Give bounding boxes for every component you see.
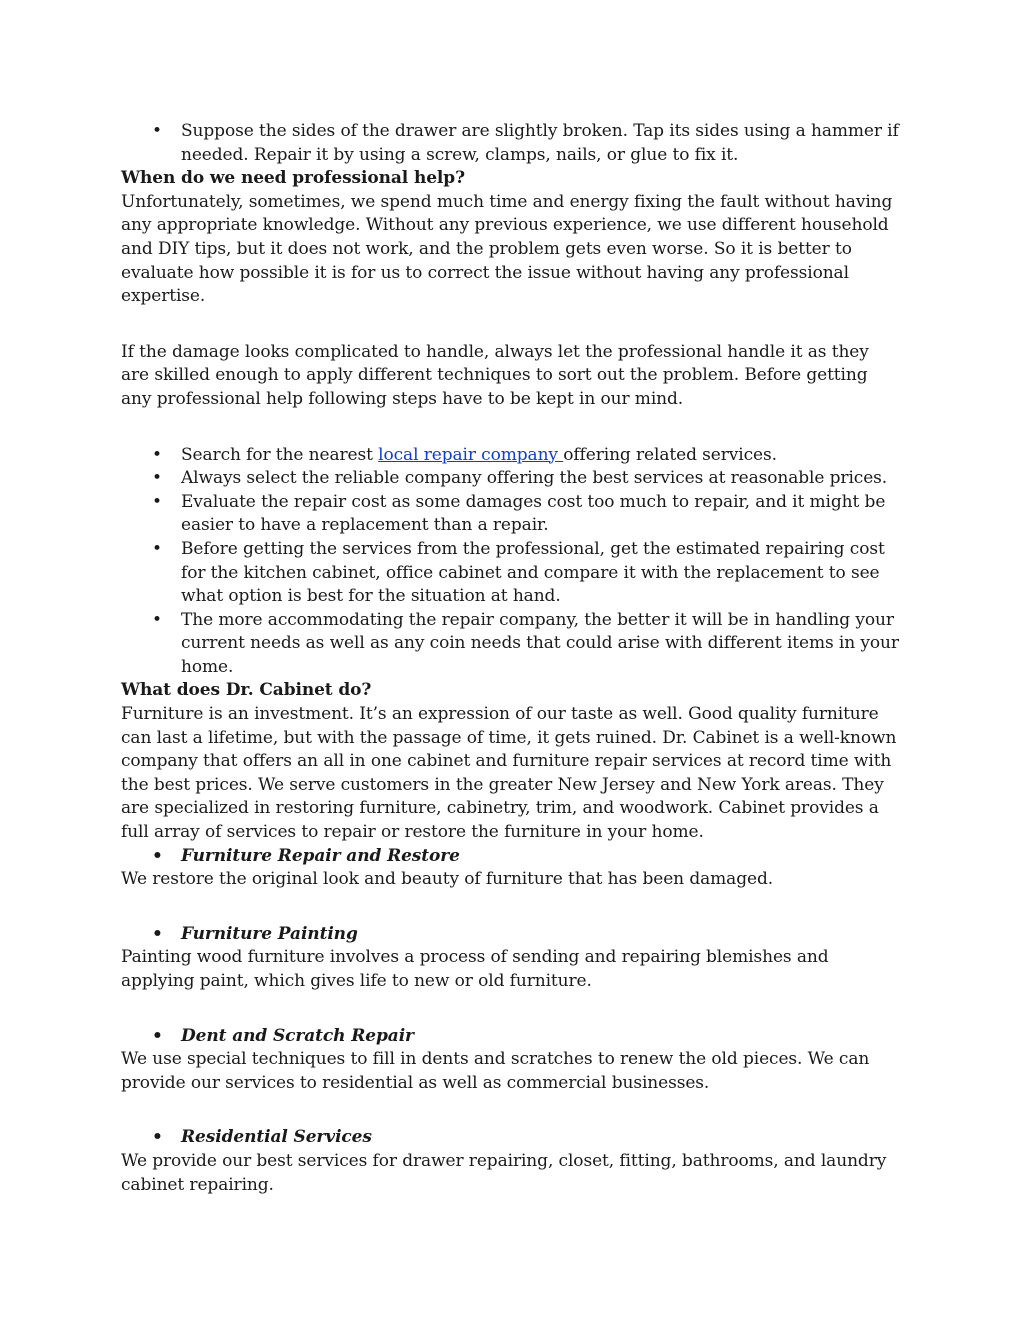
paragraph: Unfortunately, sometimes, we spend much time and energy fixing the fault without having any appropriate knowledge. Without any previous experience, we use different household and DIY tips, but it does not work, and the problem gets even worse. So it is better to evaluate how possible it is for us to correct the issue without having any professional expertise. [121,191,893,307]
list-item: • Suppose the sides of the drawer are slightly broken. Tap its sides using a hammer if needed. Repair it by using a screw, clamps, nails, or glue to fix it. [121,120,901,167]
list-item-search [121,444,901,468]
list-item: • Before getting the services from the professional, get the estimated repairing cost for the kitchen cabinet, office cabinet and compare it with the replacement to see what option is best for the situation at hand. [121,538,901,609]
local-repair-company-link[interactable]: local repair company [378,444,564,465]
list-item: • The more accommodating the repair company, the better it will be in handling your current needs as well as any coin needs that could arise with different items in your home. [121,609,901,680]
service-list [121,923,901,947]
intro-bullet-list [121,120,901,167]
service-list [121,1126,901,1150]
section-heading-dr-cabinet: What does Dr. Cabinet do? [121,680,372,701]
service-description: Painting wood furniture involves a process of sending and repairing blemishes and applying paint, which gives life to new or old furniture. [121,947,829,991]
service-description: We provide our best services for drawer repairing, closet, fitting, bathrooms, and laundry cabinet repairing. [121,1150,887,1195]
steps-bullet-list [121,444,901,680]
service-title: • Furniture Painting [121,923,901,947]
document-page [121,120,901,1197]
service-description: We restore the original look and beauty of furniture that has been damaged. [121,869,774,890]
list-item-text: offering related services. [563,444,777,465]
paragraph: Furniture is an investment. It’s an expression of our taste as well. Good quality furniture can last a lifetime, but with the passage of time, it gets ruined. Dr. Cabinet is a well-known company that offers an all in one cabinet and furniture repair services at record time with the best prices. We serve customers in the greater New Jersey and New York areas. They are specialized in restoring furniture, cabinetry, trim, and woodwork. Cabinet provides a full array of services to repair or restore the furniture in your home. [121,704,897,843]
service-title: • Dent and Scratch Repair [121,1025,901,1049]
service-description: We use special techniques to fill in dents and scratches to renew the old pieces. We can provide our services to residential as well as commercial businesses. [121,1049,870,1093]
section-heading-professional-help: When do we need professional help? [121,168,465,189]
list-item: • Always select the reliable company offering the best services at reasonable prices. [121,467,901,491]
list-item-text: Search for the nearest [181,444,379,465]
list-item: • Evaluate the repair cost as some damages cost too much to repair, and it might be easier to have a replacement than a repair. [121,491,901,538]
service-title: • Residential Services [121,1126,901,1150]
service-list [121,1025,901,1049]
service-title: • Furniture Repair and Restore [121,845,901,869]
service-list [121,845,901,869]
paragraph: If the damage looks complicated to handle, always let the professional handle it as they are skilled enough to apply different techniques to sort out the problem. Before getting any professional help following steps have to be kept in our mind. [121,341,869,409]
